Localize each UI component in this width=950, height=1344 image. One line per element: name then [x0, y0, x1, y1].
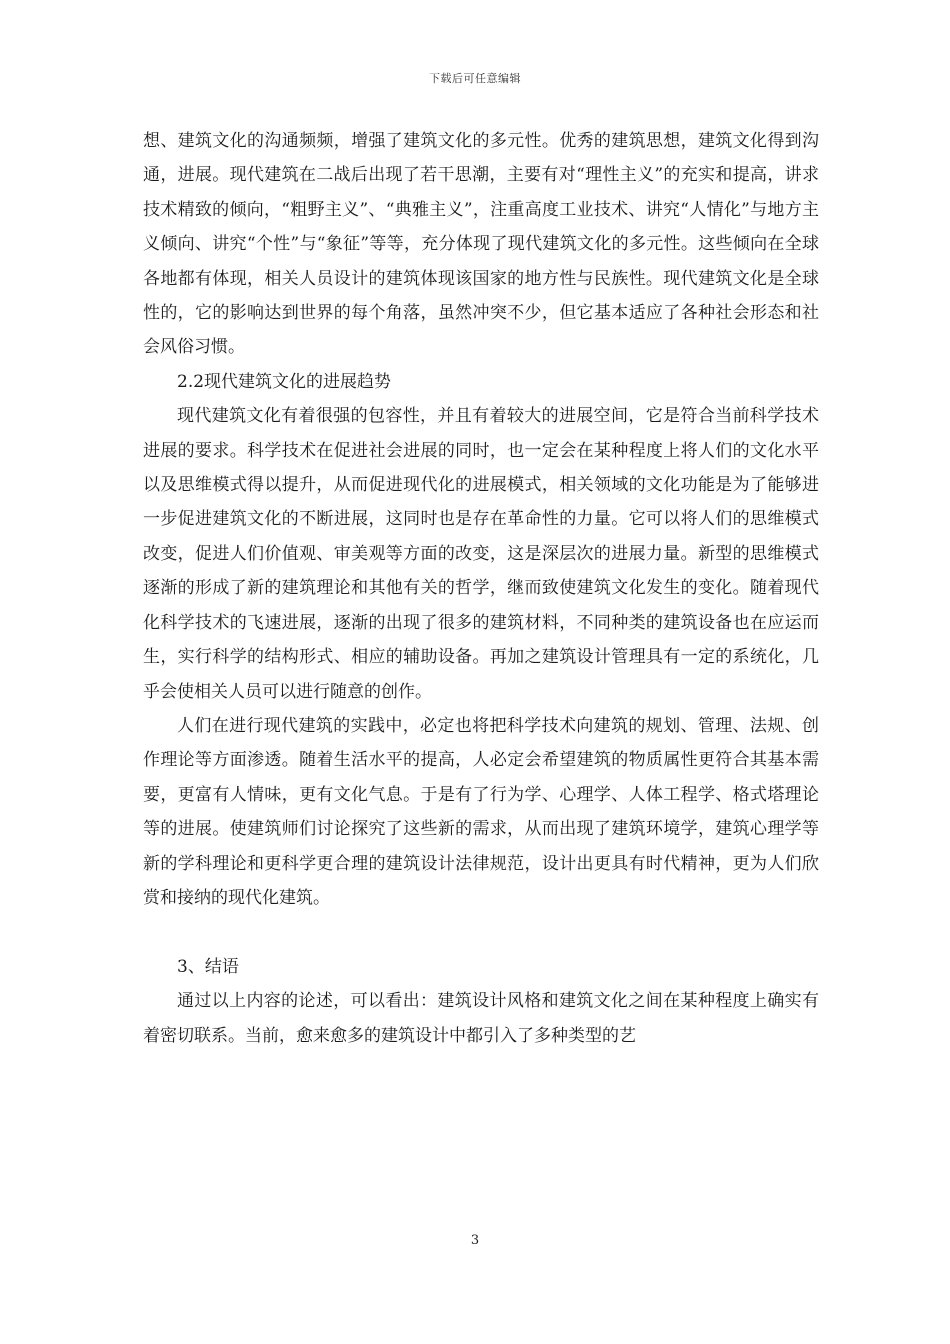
page-number: 3	[470, 1233, 480, 1248]
section-heading-2-2: 2.2现代建筑文化的进展趋势	[177, 371, 392, 392]
paragraph-conclusion: 通过以上内容的论述，可以看出：建筑设计风格和建筑文化之间在某种程度上确实有着密切联系。当前，愈来愈多的建筑设计中都引入了多种类型的艺	[143, 991, 819, 1046]
blank-line	[143, 915, 819, 949]
paragraph-trend-1: 现代建筑文化有着很强的包容性，并且有着较大的进展空间，它是符合当前科学技术进展的要求。科学技术在促进社会进展的同时，也一定会在某种程度上将人们的文化水平以及思维模式得以提升，从而促进现代化的进展模式，相关领域的文化功能是为了能够进一步促进建筑文化的不断进展，这同时也是存在革命性的力量。它可以将人们的思维模式改变，促进人们价值观、审美观等方面的改变，这是深层次的进展力量。新型的思维模式逐渐的形成了新的建筑理论和其他有关的哲学，继而致使建筑文化发生的变化。随着现代化科学技术的飞速进展，逐渐的出现了很多的建筑材料，不同种类的建筑设备也在应运而生，实行科学的结构形式、相应的辅助设备。再加之建筑设计管理具有一定的系统化，几乎会使相关人员可以进行随意的创作。	[143, 406, 819, 702]
paragraph-continued: 想、建筑文化的沟通频频，增强了建筑文化的多元性。优秀的建筑思想，建筑文化得到沟通，进展。现代建筑在二战后出现了若干思潮，主要有对“理性主义”的充实和提高，讲求技术精致的倾向，“粗野主义”、“典雅主义”，注重高度工业技术、讲究“人情化”与地方主义倾向、讲究“个性”与“象征”等等，充分体现了现代建筑文化的多元性。这些倾向在全球各地都有体现，相关人员设计的建筑体现该国家的地方性与民族性。现代建筑文化是全球性的，它的影响达到世界的每个角落，虽然冲突不少，但它基本适应了各种社会形态和社会风俗习惯。	[143, 131, 819, 358]
page-header-note: 下载后可任意编辑	[429, 72, 521, 85]
paragraph-trend-2: 人们在进行现代建筑的实践中，必定也将把科学技术向建筑的规划、管理、法规、创作理论等方面渗透。随着生活水平的提高，人必定会希望建筑的物质属性更符合其基本需要，更富有人情味，更有文化气息。于是有了行为学、心理学、人体工程学、格式塔理论等的进展。使建筑师们讨论探究了这些新的需求，从而出现了建筑环境学，建筑心理学等新的学科理论和更科学更合理的建筑设计法律规范，设计出更具有时代精神，更为人们欣赏和接纳的现代化建筑。	[143, 715, 819, 908]
section-heading-3: 3、结语	[177, 956, 239, 977]
document-body	[143, 124, 819, 1053]
